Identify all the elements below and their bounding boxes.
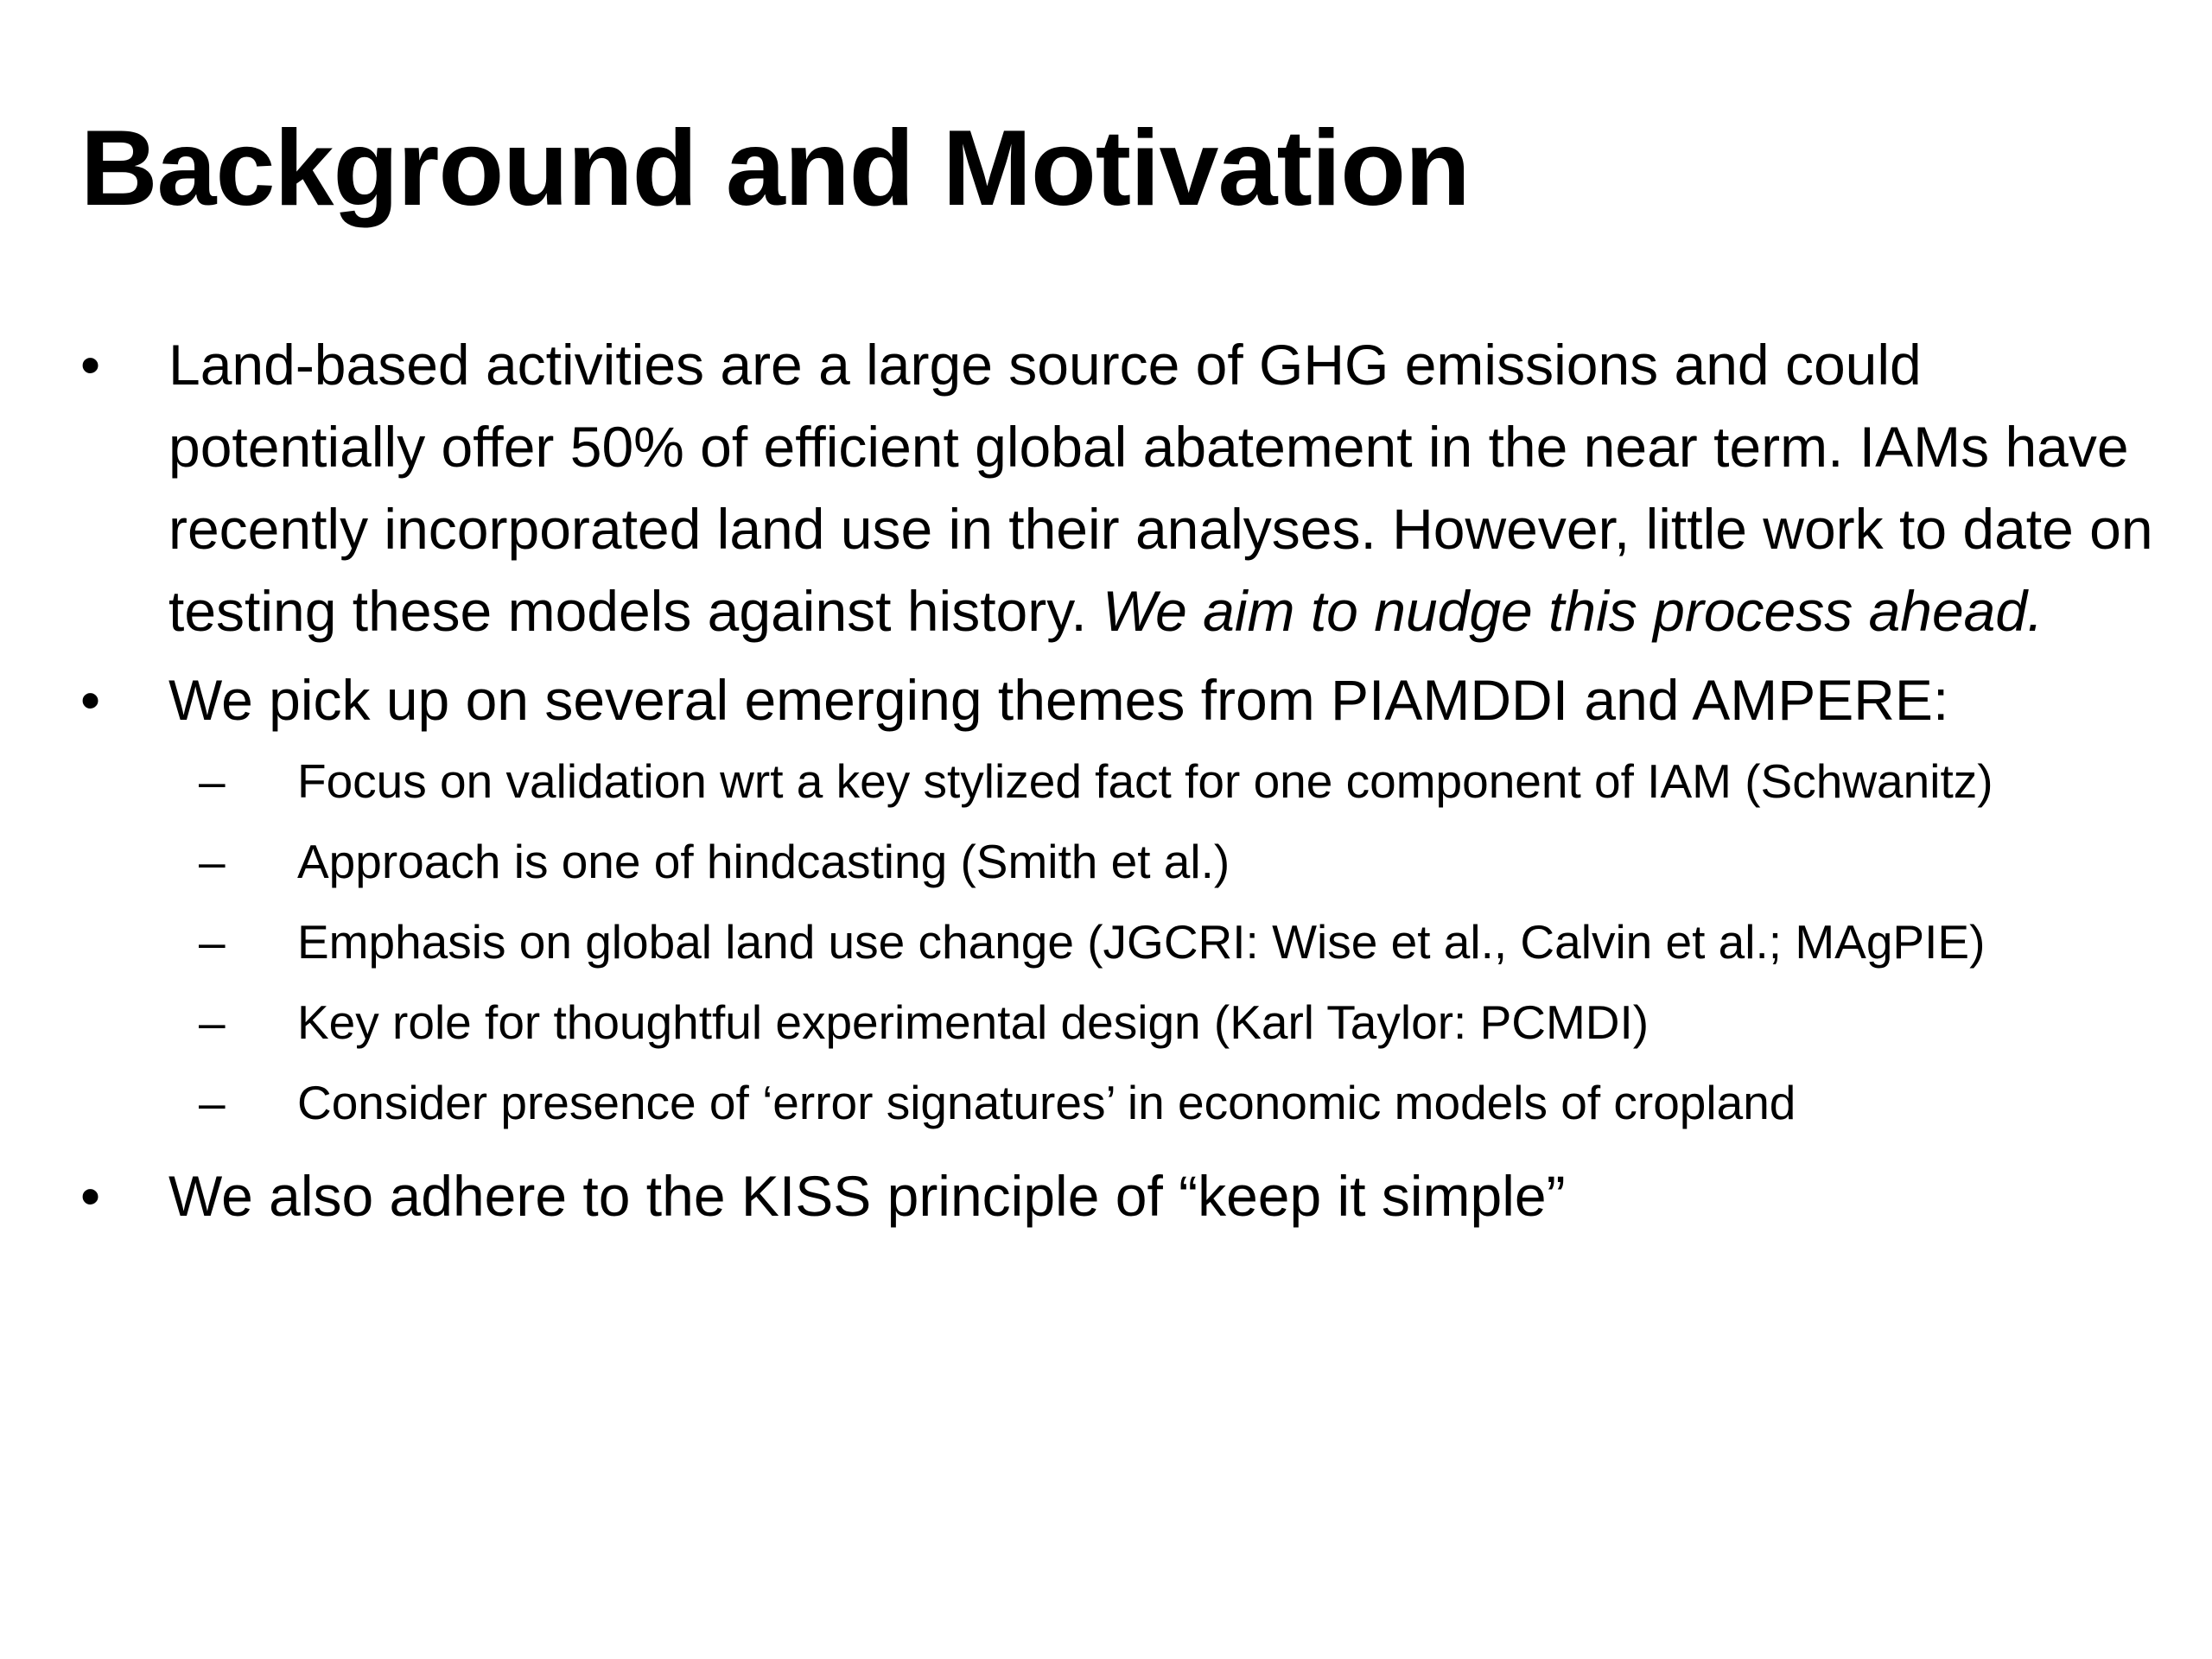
dash-marker: –: [199, 754, 226, 808]
sub-bullet-item: [199, 902, 2154, 982]
bullet-text: We pick up on several emerging themes from PIAMDDI and AMPERE:: [168, 668, 1949, 732]
dash-marker: –: [199, 835, 226, 888]
bullet-text: We also adhere to the KISS principle of “keep it simple”: [168, 1164, 1566, 1228]
bullet-text-italic: We aim to nudge this process ahead.: [1103, 579, 2044, 643]
sub-bullet-item: [199, 822, 2154, 902]
bullet-marker: •: [80, 668, 101, 732]
dash-marker: –: [199, 995, 226, 1049]
dash-marker: –: [199, 915, 226, 969]
bullet-text: [168, 324, 2156, 652]
sub-bullet-item: [199, 741, 2154, 822]
bullet-item-1: [80, 324, 2154, 652]
dash-marker: –: [199, 1076, 226, 1129]
sub-bullet-text: Focus on validation wrt a key stylized fact for one component of IAM (Schwanitz): [297, 754, 1993, 808]
sub-bullet-list: [199, 741, 2154, 1143]
bullet-marker: •: [80, 1164, 101, 1228]
bullet-item-3: [80, 1155, 2154, 1237]
sub-bullet-item: [199, 1063, 2154, 1143]
slide-title: Background and Motivation: [80, 109, 1470, 228]
bullet-item-2: [80, 659, 2154, 741]
slide-body: [80, 324, 2154, 1237]
sub-bullet-text: Emphasis on global land use change (JGCRI: Wise et al., Calvin et al.; MAgPIE): [297, 915, 1986, 969]
sub-bullet-item: [199, 982, 2154, 1063]
sub-bullet-text: Key role for thoughtful experimental design (Karl Taylor: PCMDI): [297, 995, 1649, 1049]
sub-bullet-text: Consider presence of ‘error signatures’ in economic models of cropland: [297, 1076, 1796, 1129]
sub-bullet-text: Approach is one of hindcasting (Smith et al.): [297, 835, 1230, 888]
bullet-marker: •: [80, 333, 101, 397]
bullet-text-plain: Land-based activities are a large source of GHG emissions and could potentially offer 50% of efficient global abatement in the near term. IAMs have recently incorporated land use in their analyses. However, little work to date on testing these models against history.: [168, 333, 2153, 643]
